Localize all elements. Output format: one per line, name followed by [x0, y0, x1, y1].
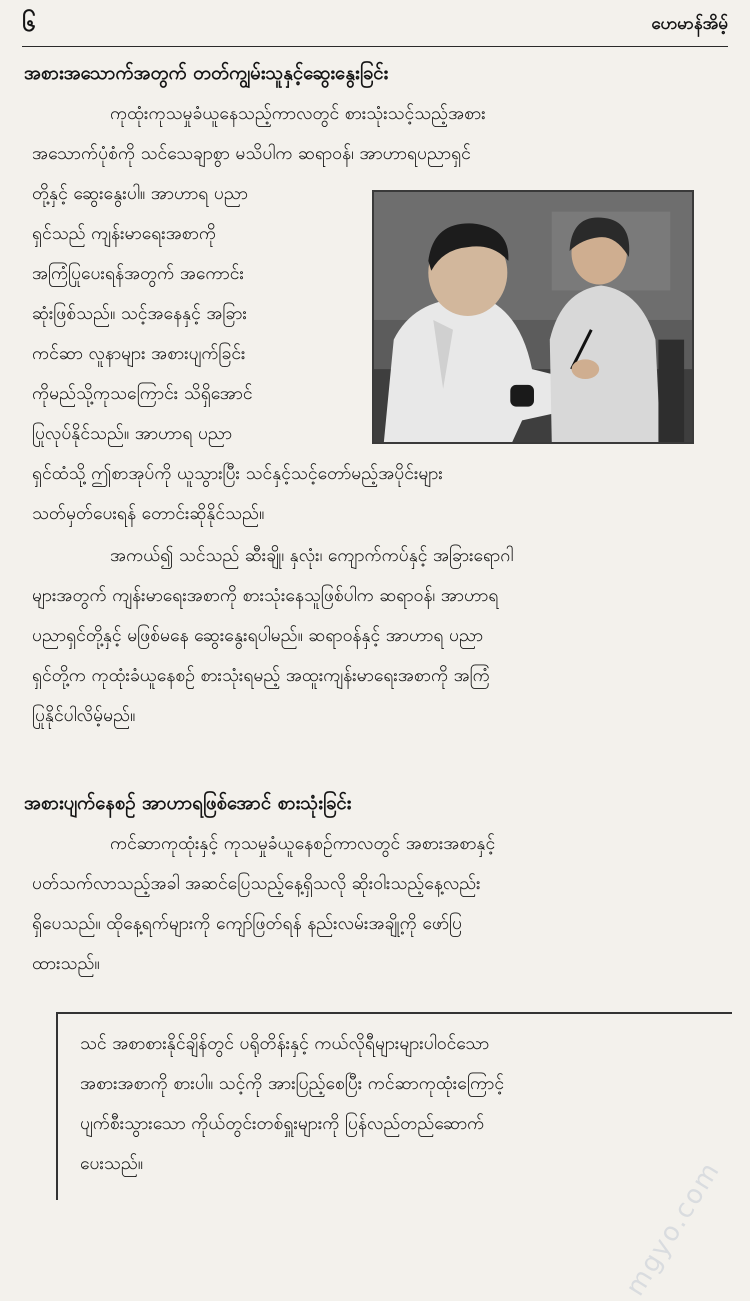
paragraph-line: ကင်ဆာကုထုံးနှင့် ကုသမှုခံယူနေစဉ်ကာလတွင် အစားအစာနှင့် [110, 834, 496, 854]
paragraph-line: များအတွက် ကျန်းမာရေးအစာကို စားသုံးနေသူဖြစ်ပါက ဆရာဝန်၊ အာဟာရ [32, 586, 499, 606]
paragraph-line: ထားသည်။ [32, 954, 100, 974]
doctor-patient-photo [372, 190, 694, 444]
paragraph-line: တို့နှင့် ဆွေးနွေးပါ။ အာဟာရ ပညာ [32, 184, 249, 204]
paragraph-line: ကင်ဆာ လူနာများ အစားပျက်ခြင်း [32, 344, 246, 364]
tip-line: သင် အစာစားနိုင်ချိန်တွင် ပရိုတိန်းနှင့် ကယ်လိုရီများများပါဝင်သော [80, 1034, 490, 1054]
paragraph-line: ပညာရှင်တို့နှင့် မဖြစ်မနေ ဆွေးနွေးရပါမည်။ ဆရာဝန်နှင့် အာဟာရ ပညာ [32, 626, 484, 646]
paragraph-line: ပတ်သက်လာသည့်အခါ အဆင်ပြေသည့်နေ့ရှိသလို ဆိုးဝါးသည့်နေ့လည်း [32, 874, 481, 894]
page-header [22, 8, 728, 42]
paragraph-line: ရှင်ထံသို့ ဤစာအုပ်ကို ယူသွားပြီး သင်နှင့်သင့်တော်မည့်အပိုင်းများ [32, 464, 443, 484]
paragraph-line: ရှင်တို့က ကုထုံးခံယူနေစဉ် စားသုံးရမည့် အထူးကျန်းမာရေးအစာကို အကြံ [32, 666, 490, 686]
page-number: ၆ [22, 9, 36, 37]
paragraph-line: ကိုမည်သို့ကုသကြောင်း သိရှိအောင် [32, 384, 253, 404]
running-title: ဟေမာန်အိမ့် [651, 13, 728, 34]
paragraph-line: အကြံပြုပေးရန်အတွက် အကောင်း [32, 264, 244, 284]
section-heading-1: အစားအသောက်အတွက် တတ်ကျွမ်းသူနှင့်ဆွေးနွေးခြင်း [24, 63, 389, 84]
paragraph-line: ကုထုံးကုသမှုခံယူနေသည့်ကာလတွင် စားသုံးသင့်သည့်အစား [110, 104, 486, 124]
section-heading-2: အစားပျက်နေစဉ် အာဟာရဖြစ်အောင် စားသုံးခြင်း [24, 793, 352, 814]
paragraph-line: ဆုံးဖြစ်သည်။ သင့်အနေနှင့် အခြား [32, 304, 247, 324]
paragraph-line: ပြုလုပ်နိုင်သည်။ အာဟာရ ပညာ [32, 424, 233, 444]
tip-line: ပျက်စီးသွားသော ကိုယ်တွင်းတစ်ရှူးများကို ပြန်လည်တည်ဆောက် [80, 1114, 485, 1134]
paragraph-line: ရှိပေသည်။ ထိုနေ့ရက်များကို ကျော်ဖြတ်ရန် နည်းလမ်းအချို့ကို ဖော်ပြ [32, 914, 462, 934]
paragraph-line: အသောက်ပုံစံကို သင်သေချာစွာ မသိပါက ဆရာဝန်၊ အာဟာရပညာရှင် [32, 144, 471, 164]
paragraph-line: ရှင်သည် ကျန်းမာရေးအစာကို [32, 224, 216, 244]
paragraph-line: သတ်မှတ်ပေးရန် တောင်းဆိုနိုင်သည်။ [32, 504, 265, 524]
paragraph-line: အကယ်၍ သင်သည် ဆီးချို၊ နှလုံး၊ ကျောက်ကပ်နှင့် အခြားရောဂါ [110, 546, 514, 566]
header-divider [22, 46, 728, 47]
watermark: mgyo.com [619, 1156, 726, 1301]
paragraph-line: ပြုနိုင်ပါလိမ့်မည်။ [32, 706, 136, 726]
tip-line: အစားအစာကို စားပါ။ သင့်ကို အားပြည့်စေပြီး ကင်ဆာကုထုံးကြောင့် [80, 1074, 505, 1094]
tip-line: ပေးသည်။ [80, 1154, 144, 1174]
